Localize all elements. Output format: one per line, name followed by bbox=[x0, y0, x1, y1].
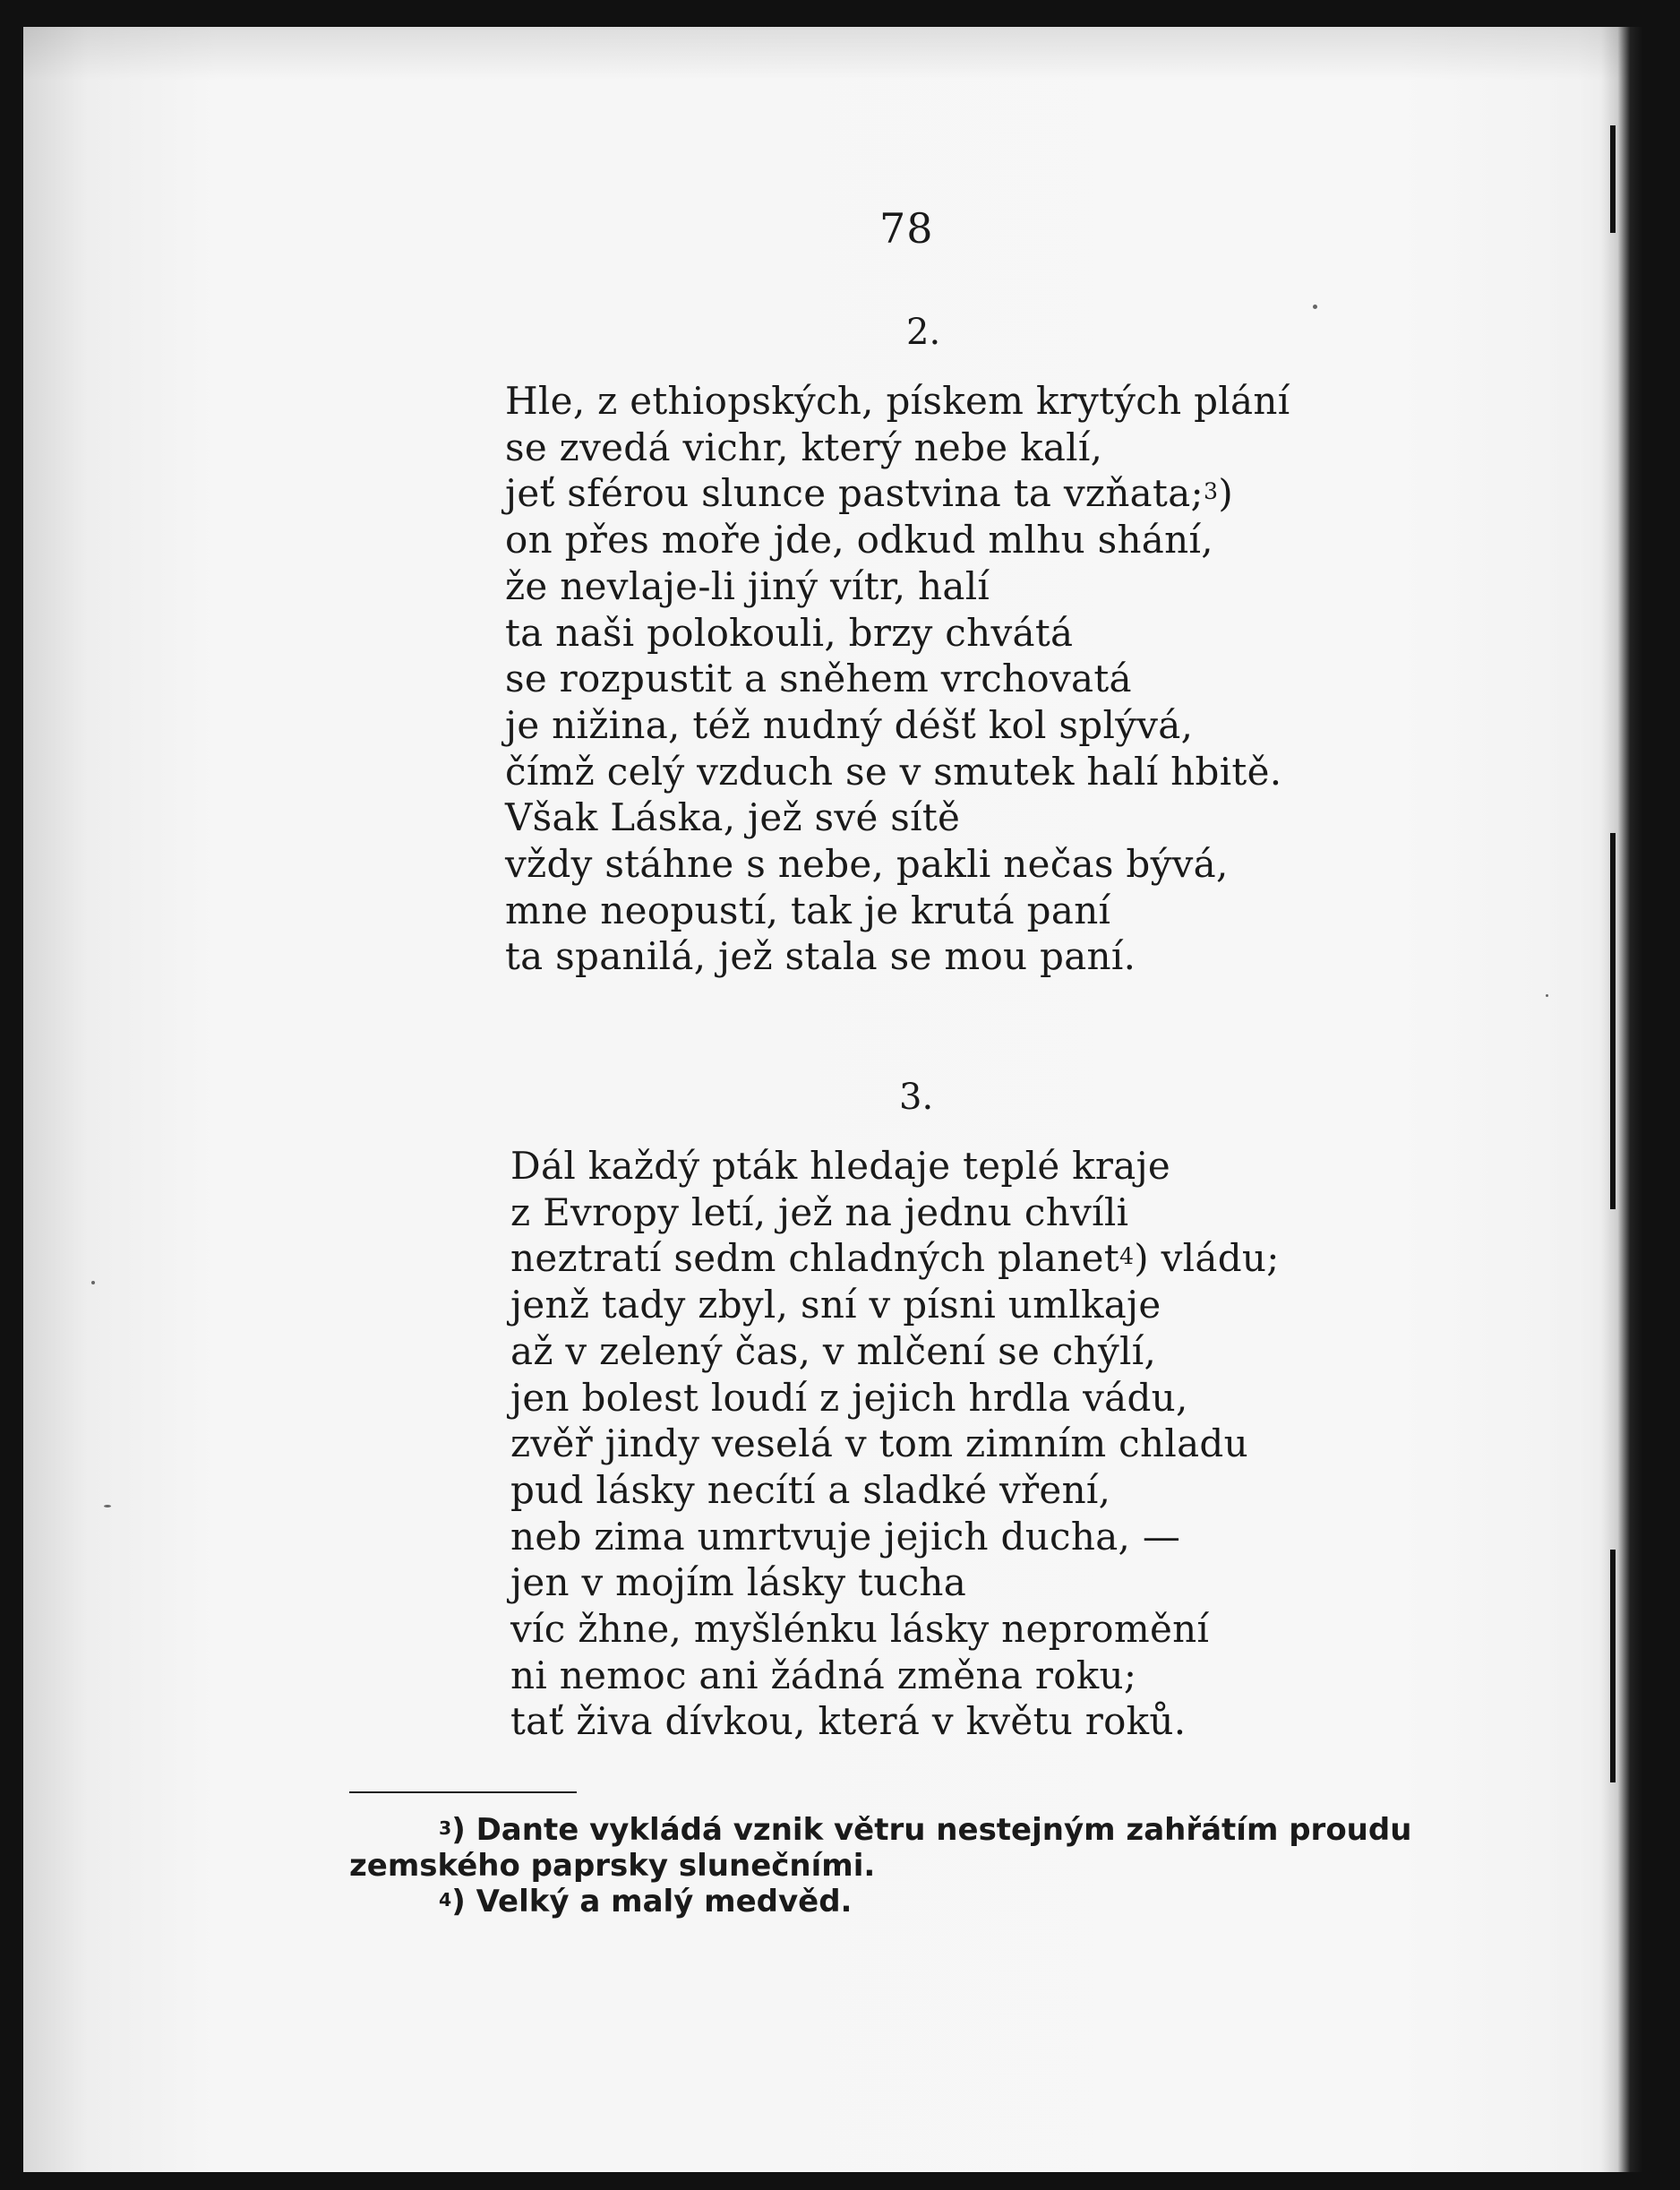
verse-line: jen v mojím lásky tucha bbox=[510, 1560, 967, 1605]
verse-line: ta spanilá, jež stala se mou paní. bbox=[505, 934, 1136, 979]
verse-line bbox=[510, 1235, 1280, 1282]
page-edge-mark bbox=[1610, 125, 1616, 233]
verse-line: z Evropy letí, jež na jednu chvíli bbox=[510, 1189, 1129, 1234]
stanza-number: 3. bbox=[899, 1077, 934, 1118]
verse-line: že nevlaje-li jiný vítr, halí bbox=[505, 563, 990, 608]
page-edge-mark bbox=[1610, 833, 1616, 1209]
verse-line: ta naši polokouli, brzy chvátá bbox=[505, 610, 1074, 655]
scan-speck bbox=[91, 1281, 95, 1284]
verse-line: Však Láska, jež své sítě bbox=[505, 795, 961, 840]
stanza-number: 2. bbox=[906, 312, 941, 353]
verse-line: je nižina, též nudný déšť kol splývá, bbox=[505, 702, 1194, 747]
footnote-marker-suffix: ) vládu; bbox=[1134, 1236, 1280, 1281]
verse-line: Dál každý pták hledaje teplé kraje bbox=[510, 1144, 1171, 1188]
verse-line: až v zelený čas, v mlčení se chýlí, bbox=[510, 1328, 1157, 1373]
footnotes bbox=[349, 1812, 1540, 1919]
footnote-text: ) Velký a malý medvěd. bbox=[451, 1884, 853, 1919]
footnote bbox=[349, 1884, 1540, 1919]
verse-line: neb zima umrtvuje jejich ducha, — bbox=[510, 1514, 1181, 1559]
verse-line: vždy stáhne s nebe, pakli nečas bývá, bbox=[505, 842, 1229, 887]
verse-line: jenž tady zbyl, sní v písni umlkaje bbox=[510, 1283, 1161, 1327]
footnote bbox=[349, 1812, 1540, 1884]
footnote-text-continued: zemského paprsky slunečními. bbox=[349, 1848, 876, 1884]
footnote-number: 4 bbox=[439, 1889, 452, 1911]
verse-line: se zvedá vichr, který nebe kalí, bbox=[505, 425, 1103, 469]
page-number: 78 bbox=[879, 204, 934, 253]
page-edge-shadow bbox=[1601, 27, 1642, 2172]
verse-line: on přes moře jde, odkud mlhu shání, bbox=[505, 518, 1213, 563]
scan-speck bbox=[1546, 994, 1548, 997]
verse-line: jen bolest loudí z jejich hrdla vádu, bbox=[510, 1375, 1188, 1420]
verse-line bbox=[505, 470, 1290, 517]
verse-line: pud lásky necítí a sladké vření, bbox=[510, 1467, 1111, 1512]
verse-line: tať živa dívkou, která v květu roků. bbox=[510, 1699, 1187, 1744]
footnote-text: ) Dante vykládá vznik větru nestejným zahřátím proudu bbox=[451, 1812, 1412, 1848]
verse-line: se rozpustit a sněhem vrchovatá bbox=[505, 657, 1132, 701]
footnote-number: 3 bbox=[439, 1817, 452, 1839]
verse-text: neztratí sedm chladných planet bbox=[510, 1236, 1119, 1281]
footnote-divider bbox=[349, 1791, 577, 1793]
stanza bbox=[505, 378, 1290, 980]
verse-line: Hle, z ethiopských, pískem krytých plání bbox=[505, 379, 1290, 423]
verse-line: víc žhne, myšlénku lásky nepromění bbox=[510, 1607, 1210, 1652]
verse-line: čímž celý vzduch se v smutek halí hbitě. bbox=[505, 749, 1282, 794]
page-edge-mark bbox=[1610, 1550, 1616, 1782]
scan-speck bbox=[1313, 305, 1317, 309]
footnote-marker: 3 bbox=[1203, 478, 1219, 505]
verse-line: ni nemoc ani žádná změna roku; bbox=[510, 1653, 1137, 1697]
footnote-marker-suffix: ) bbox=[1218, 471, 1233, 516]
book-page bbox=[23, 27, 1642, 2172]
footnote-marker: 4 bbox=[1119, 1243, 1135, 1270]
verse-line: mne neopustí, tak je krutá paní bbox=[505, 888, 1111, 932]
scan-speck bbox=[104, 1505, 111, 1507]
stanza bbox=[510, 1143, 1280, 1745]
verse-text: jeť sférou slunce pastvina ta vzňata; bbox=[505, 471, 1204, 516]
verse-line: zvěř jindy veselá v tom zimním chladu bbox=[510, 1421, 1248, 1466]
